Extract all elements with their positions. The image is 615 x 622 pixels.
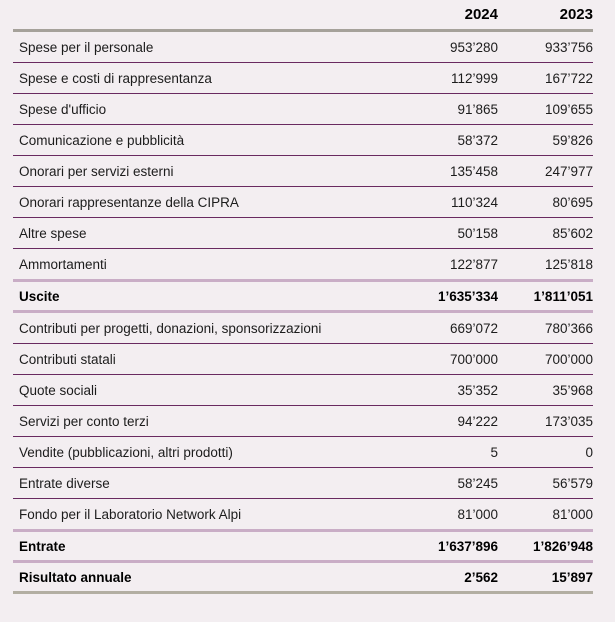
table-row xyxy=(13,499,593,532)
value-2023: 109’655 xyxy=(544,101,593,117)
row-label: Spese d'ufficio xyxy=(19,101,107,117)
value-2024: 1’637’896 xyxy=(437,538,498,554)
value-2024: 669’072 xyxy=(449,320,498,336)
table-row xyxy=(13,94,593,125)
value-2024: 135’458 xyxy=(449,163,498,179)
row-label: Vendite (pubblicazioni, altri prodotti) xyxy=(19,444,233,460)
column-header-2024: 2024 xyxy=(464,6,498,23)
table-header-row xyxy=(13,0,593,32)
value-2023: 35’968 xyxy=(552,382,593,398)
value-2024: 110’324 xyxy=(450,194,498,210)
value-2023: 1’811’051 xyxy=(533,288,593,304)
annual-accounts-table xyxy=(13,0,593,594)
table-row xyxy=(13,532,593,563)
value-2024: 1’635’334 xyxy=(437,288,498,304)
table-body xyxy=(13,32,593,594)
row-label: Contributi statali xyxy=(19,351,116,367)
table-row xyxy=(13,63,593,94)
value-2024: 112’999 xyxy=(450,70,498,86)
value-2023: 1’826’948 xyxy=(532,538,593,554)
value-2024: 700’000 xyxy=(449,351,498,367)
row-label: Servizi per conto terzi xyxy=(19,413,149,429)
row-label: Spese e costi di rappresentanza xyxy=(19,70,212,86)
value-2023: 173’035 xyxy=(544,413,593,429)
value-2024: 58’372 xyxy=(457,132,498,148)
row-label: Altre spese xyxy=(19,225,87,241)
value-2024: 5 xyxy=(490,444,498,460)
value-2023: 167’722 xyxy=(544,70,593,86)
table-row xyxy=(13,187,593,218)
row-label: Risultato annuale xyxy=(19,569,132,585)
table-row xyxy=(13,156,593,187)
value-2023: 15’897 xyxy=(551,569,593,585)
value-2024: 122’877 xyxy=(449,256,498,272)
row-label: Uscite xyxy=(19,288,60,304)
value-2023: 933’756 xyxy=(544,39,593,55)
value-2023: 247’977 xyxy=(544,163,593,179)
value-2024: 35’352 xyxy=(457,382,498,398)
value-2023: 81’000 xyxy=(552,506,593,522)
row-label: Entrate diverse xyxy=(19,475,110,491)
value-2023: 56’579 xyxy=(552,475,593,491)
value-2023: 125’818 xyxy=(544,256,593,272)
row-label: Quote sociali xyxy=(19,382,98,398)
value-2023: 59’826 xyxy=(552,132,593,148)
row-label: Comunicazione e pubblicità xyxy=(19,132,185,148)
row-label: Fondo per il Laboratorio Network Alpi xyxy=(19,506,242,522)
value-2023: 80’695 xyxy=(552,194,593,210)
row-label: Onorari per servizi esterni xyxy=(19,163,174,179)
table-row xyxy=(13,32,593,63)
table-row xyxy=(13,468,593,499)
table-row xyxy=(13,437,593,468)
value-2024: 81’000 xyxy=(457,506,498,522)
row-label: Entrate xyxy=(19,538,66,554)
row-label: Contributi per progetti, donazioni, sponsorizzazioni xyxy=(19,320,322,336)
row-label: Spese per il personale xyxy=(19,39,154,55)
row-label: Ammortamenti xyxy=(19,256,107,272)
column-header-2023: 2023 xyxy=(559,6,593,23)
table-row xyxy=(13,218,593,249)
value-2024: 58’245 xyxy=(457,475,498,491)
value-2023: 85’602 xyxy=(552,225,593,241)
table-row xyxy=(13,375,593,406)
value-2024: 2’562 xyxy=(464,569,498,585)
value-2023: 780’366 xyxy=(544,320,593,336)
table-row xyxy=(13,313,593,344)
table-row xyxy=(13,563,593,594)
value-2024: 953’280 xyxy=(449,39,498,55)
table-row xyxy=(13,125,593,156)
table-row xyxy=(13,282,593,313)
value-2024: 91’865 xyxy=(457,101,498,117)
value-2024: 50’158 xyxy=(457,225,498,241)
value-2023: 0 xyxy=(585,444,593,460)
value-2023: 700’000 xyxy=(544,351,593,367)
row-label: Onorari rappresentanze della CIPRA xyxy=(19,194,239,210)
value-2024: 94’222 xyxy=(457,413,498,429)
table-row xyxy=(13,406,593,437)
table-row xyxy=(13,249,593,282)
table-row xyxy=(13,344,593,375)
